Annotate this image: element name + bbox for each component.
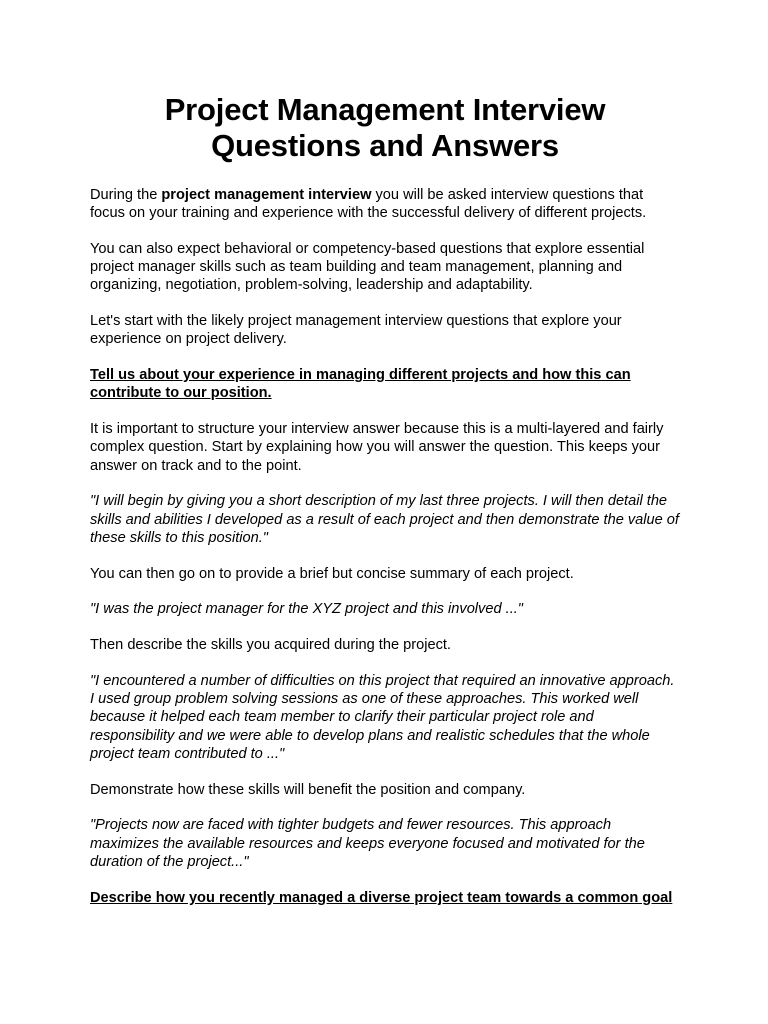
title-line-1: Project Management Interview bbox=[164, 92, 606, 127]
quote-3: "I encountered a number of difficulties on this project that required an innovative approach. I used group problem solving sessions as one of these approaches. This worked well because it helped each team member to clarify their particular project role and responsibility and we were able to develop plans and realistic schedules that the whole project team contributed to ..." bbox=[90, 673, 675, 762]
page-title bbox=[90, 92, 680, 164]
intro-text-before: During the bbox=[90, 187, 162, 203]
document-page bbox=[90, 92, 680, 924]
paragraph-competency: You can also expect behavioral or competency-based questions that explore essential project manager skills such as team building and team management, planning and organizing, negotiation, problem-solving, leadership and adaptability. bbox=[90, 241, 645, 294]
intro-paragraph bbox=[90, 186, 680, 222]
intro-bold-phrase: project management interview bbox=[161, 187, 372, 203]
question-heading-2: Describe how you recently managed a diverse project team towards a common goal bbox=[90, 889, 673, 906]
paragraph-structure: It is important to structure your interview answer because this is a multi-layered and fairly complex question. Start by explaining how you will answer the question. This keeps your answer on track and to the point. bbox=[90, 421, 664, 474]
quote-1: "I will begin by giving you a short description of my last three projects. I will then detail the skills and abilities I developed as a result of each project and then demonstrate the value of these skills to this position." bbox=[90, 493, 679, 546]
paragraph-summary: You can then go on to provide a brief but concise summary of each project. bbox=[90, 565, 574, 582]
question-heading-1: Tell us about your experience in managing different projects and how this can contribute to our position. bbox=[90, 367, 631, 402]
paragraph-benefit: Demonstrate how these skills will benefit the position and company. bbox=[90, 781, 526, 798]
paragraph-skills: Then describe the skills you acquired during the project. bbox=[90, 637, 451, 654]
paragraph-start: Let's start with the likely project management interview questions that explore your experience on project delivery. bbox=[90, 313, 622, 348]
quote-2: "I was the project manager for the XYZ project and this involved ..." bbox=[90, 601, 523, 618]
quote-4: "Projects now are faced with tighter budgets and fewer resources. This approach maximizes the available resources and keeps everyone focused and motivated for the duration of the project..." bbox=[90, 817, 645, 870]
intro-text-after: you will be asked interview questions that focus on your training and experience with the successful delivery of different projects. bbox=[90, 187, 647, 222]
title-line-2: Questions and Answers bbox=[211, 128, 559, 163]
